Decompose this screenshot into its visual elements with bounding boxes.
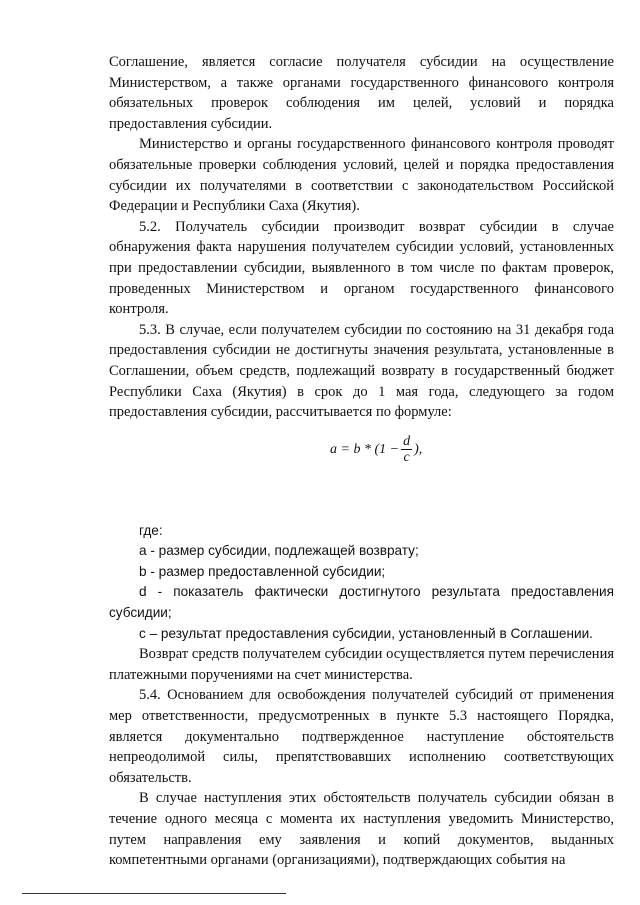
definition-a: a - размер субсидии, подлежащей возврату; [139, 543, 419, 559]
definition-d: d - показатель фактически достигнутого результата предоставления субсидии; [109, 584, 614, 621]
refund-formula [330, 436, 422, 464]
footer-divider [22, 893, 286, 894]
paragraph-consent: Соглашение, является согласие получателя субсидии на осуществление Министерством, а также органами государственного финансового контроля обязательных проверок соблюдения им целей, условий и порядка предоставления субсидии. [109, 54, 614, 132]
paragraph-5-3: 5.3. В случае, если получателем субсидии по состоянию на 31 декабря года предоставления субсидии не достигнуты значения результата, установленные в Соглашении, объем средств, подлежащий возврату в государственный бюджет Республики Саха (Якутия) в срок до 1 мая года, следующего за годом предоставления субсидии, рассчитывается по формуле: [109, 321, 614, 421]
definition-b: b - размер предоставленной субсидии; [139, 563, 386, 579]
formula-lhs: a = b * (1 − [330, 442, 400, 457]
paragraph-refund-method: Возврат средств получателем субсидии осуществляется путем перечисления платежными поручениями на счет министерства. [109, 646, 614, 683]
paragraph-5-2: 5.2. Получатель субсидии производит возврат субсидии в случае обнаружения факта нарушения получателем субсидии условий, установленных при предоставлении субсидии, выявленного в том числе по фактам проверок, проведенных Министерством и органом государственного финансового контроля. [109, 218, 614, 318]
formula-denominator: c [403, 450, 410, 465]
formula-rhs: ), [414, 442, 423, 457]
definitions-intro: где: [139, 522, 163, 538]
formula-numerator: d [403, 434, 411, 449]
formula-fraction [401, 436, 412, 464]
paragraph-force-majeure: В случае наступления этих обстоятельств получатель субсидии обязан в течение одного месяца с момента их наступления уведомить Министерство, путем направления ему заявления и копий документов, выданных компетентными органами (организациями), подтверждающих события на [109, 790, 614, 869]
paragraph-5-4: 5.4. Основанием для освобождения получателей субсидий от применения мер ответственности, предусмотренных в пункте 5.3 настоящего Порядка, является документально подтвержденное наступление обстоятельств непреодолимой силы, препятствовавших исполнению соответствующих обязательств. [109, 687, 614, 786]
paragraph-inspections: Министерство и органы государственного финансового контроля проводят обязательные проверки соблюдения условий, целей и порядка предоставления субсидии их получателями в соответствии с законодательством Российской Федерации и Республики Саха (Якутия). [109, 136, 614, 215]
definition-c: c – результат предоставления субсидии, установленный в Соглашении. [139, 625, 593, 641]
